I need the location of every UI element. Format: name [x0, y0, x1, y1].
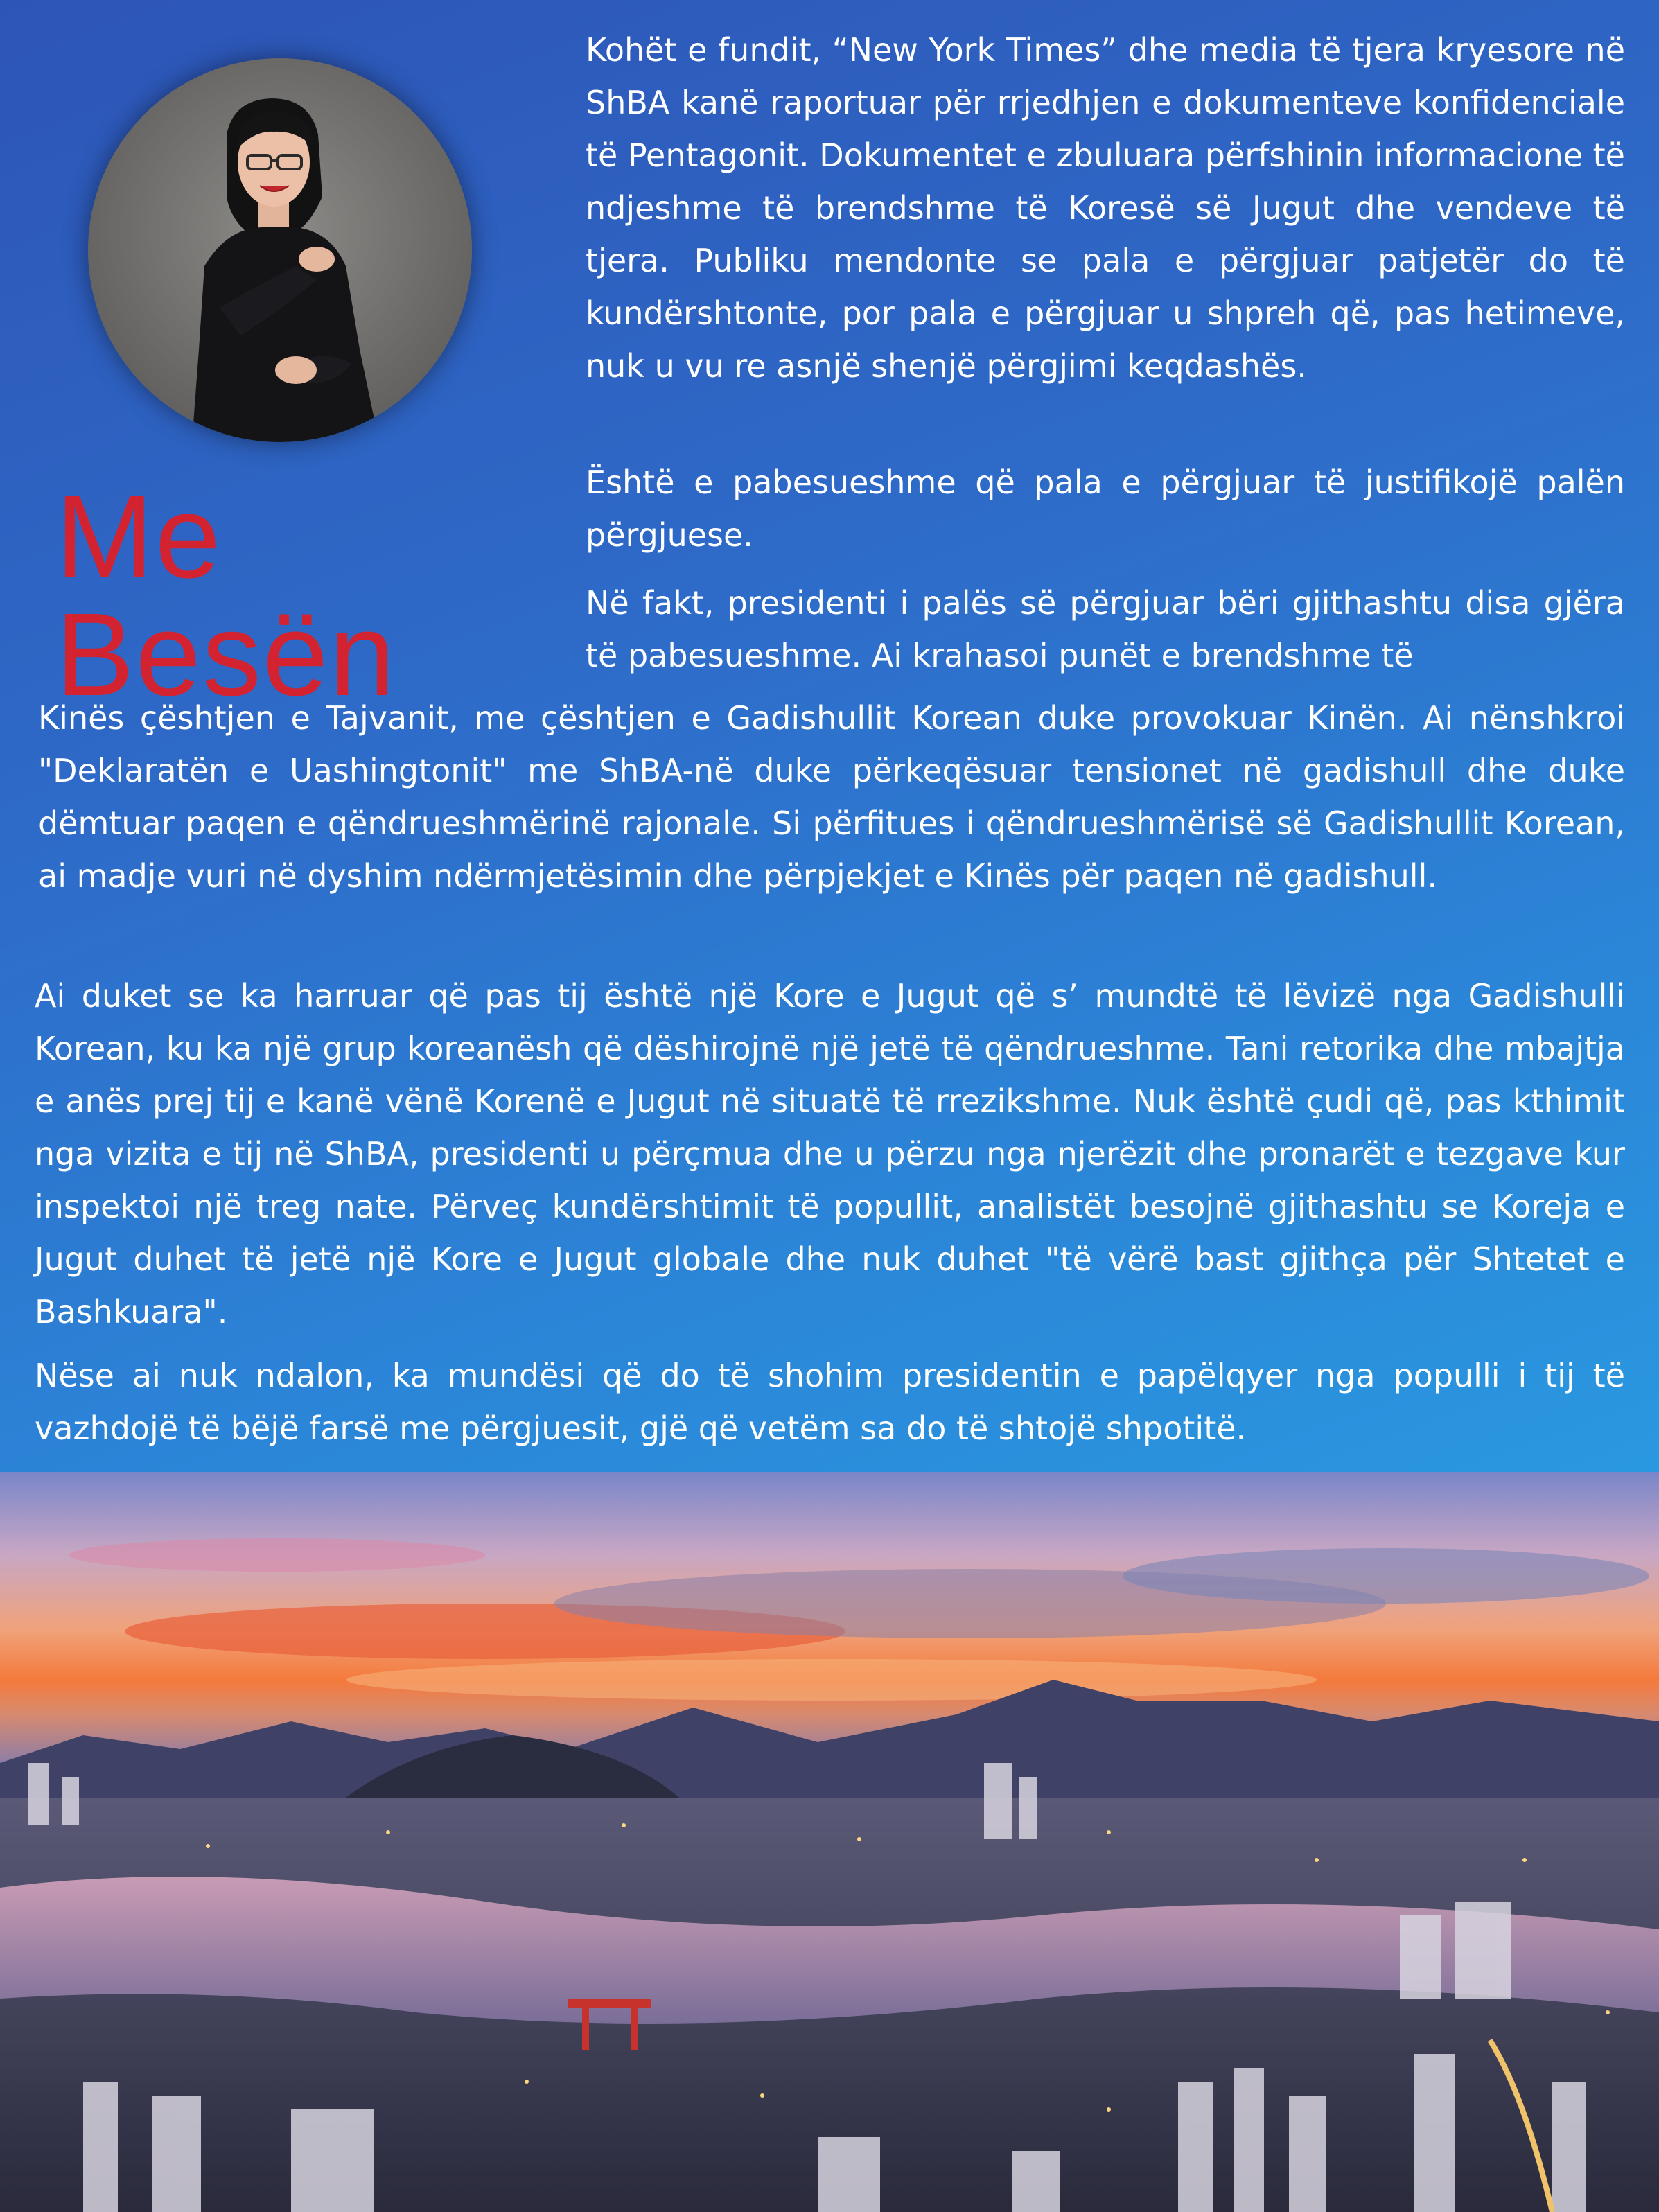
city-skyline-photo: [0, 1472, 1659, 2212]
brand-title: Me Besën: [55, 471, 397, 721]
article-paragraph-4: Ai duket se ka harruar që pas tij është një Kore e Jugut që s’ mundtë të lëvizë nga Gadishulli Korean, ku ka një grup koreanësh që dëshirojnë një jetë të qëndrueshme. Tani retorika dhe mbajtja e anës prej tij e kanë vënë Korenë e Jugut në situatë të rrezikshme. Nuk është çudi që, pas kthimit nga vizita e tij në ShBA, presidenti u përçmua dhe u përzu nga njerëzit dhe pronarët e tezgave kur inspektoi një treg nate. Përveç kundërshtimit të popullit, analistët besojnë gjithashtu se Koreja e Jugut duhet të jetë një Kore e Jugut globale dhe nuk duhet "të vërë bast gjithça për Shtetet e Bashkuara".: [35, 977, 1625, 1331]
article-paragraph-5: Nëse ai nuk ndalon, ka mundësi që do të shohim presidentin e papëlqyer nga populli i tij të vazhdojë të bëjë farsë me përgjuesit, gjë që vetëm sa do të shtojë shpotitë.: [35, 1357, 1625, 1447]
article-paragraph-2: Është e pabesueshme që pala e përgjuar të justifikojë palën përgjuese.: [586, 464, 1625, 554]
article-paragraph-1: Kohët e fundit, “New York Times” dhe media të tjera kryesore në ShBA kanë raportuar për rrjedhjen e dokumenteve konfidenciale të Pentagonit. Dokumentet e zbuluara përfshinin informacione të ndjeshme të brendshme të Koresë së Jugut dhe vendeve të tjera. Publiku mendonte se pala e përgjuar patjetër do të kundërshtonte, por pala e përgjuar u shpreh që, pas hetimeve, nuk u vu re asnjë shenjë përgjimi keqdashës.: [586, 31, 1625, 385]
author-portrait: [88, 58, 472, 442]
article-paragraph-3-start: Në fakt, presidenti i palës së përgjuar bëri gjithashtu disa gjëra të pabesueshme. Ai krahasoi punët e brendshme të: [586, 584, 1625, 674]
article-paragraph-3-continued: Kinës çështjen e Tajvanit, me çështjen e Gadishullit Korean duke provokuar Kinën. Ai nënshkroi "Deklaratën e Uashingtonit" me ShBA-në duke përkeqësuar tensionet në gadishull dhe duke dëmtuar paqen e qëndrueshmërinë rajonale. Si përfitues i qëndrueshmërisë së Gadishullit Korean, ai madje vuri në dyshim ndërmjetësimin dhe përpjekjet e Kinës për paqen në gadishull.: [38, 699, 1625, 895]
